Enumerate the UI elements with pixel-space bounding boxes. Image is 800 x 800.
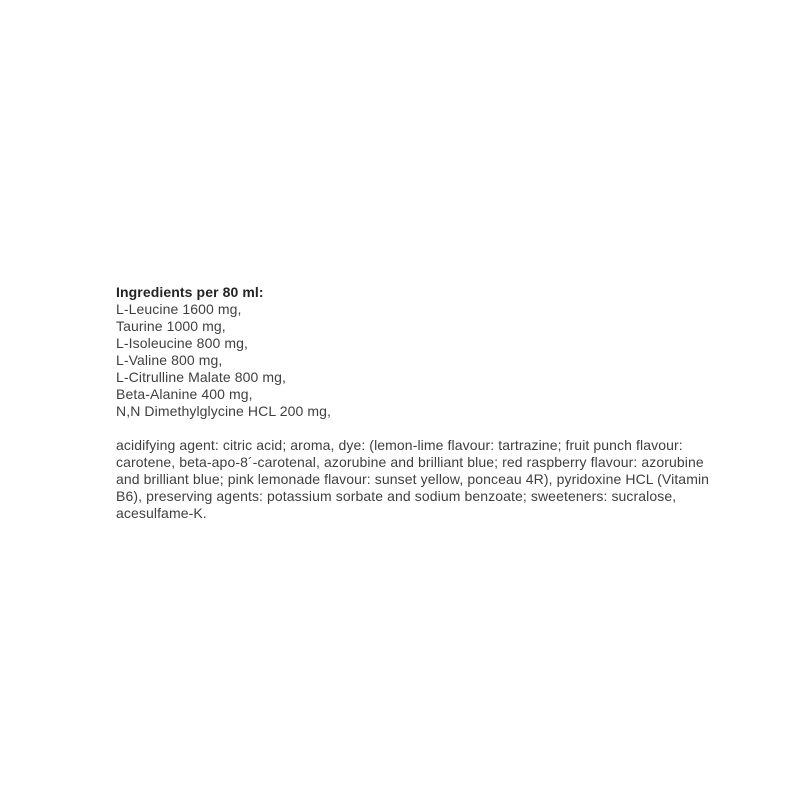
ingredient-line: L-Isoleucine 800 mg, [116,335,248,351]
additives-line: acidifying agent: citric acid; aroma, dye: (lemon-lime flavour: tartrazine; fruit punch flavour: [116,437,683,453]
ingredient-line: Taurine 1000 mg, [116,318,226,334]
ingredients-heading: Ingredients per 80 ml: [116,284,264,300]
ingredient-line: L-Leucine 1600 mg, [116,301,242,317]
ingredient-line: Beta-Alanine 400 mg, [116,386,253,402]
additives-line: carotene, beta-apo-8´-carotenal, azorubine and brilliant blue; red raspberry flavour: azorubine [116,454,704,470]
additives-paragraph [116,437,756,522]
ingredients-panel [116,284,756,522]
ingredient-line: L-Valine 800 mg, [116,352,223,368]
additives-line: B6), preserving agents: potassium sorbate and sodium benzoate; sweeteners: sucralose, [116,488,677,504]
additives-line: acesulfame-K. [116,505,207,521]
ingredient-line: N,N Dimethylglycine HCL 200 mg, [116,403,331,419]
additives-line: and brilliant blue; pink lemonade flavour: sunset yellow, ponceau 4R), pyridoxine HCL (Vitamin [116,471,710,487]
ingredient-line: L-Citrulline Malate 800 mg, [116,369,286,385]
